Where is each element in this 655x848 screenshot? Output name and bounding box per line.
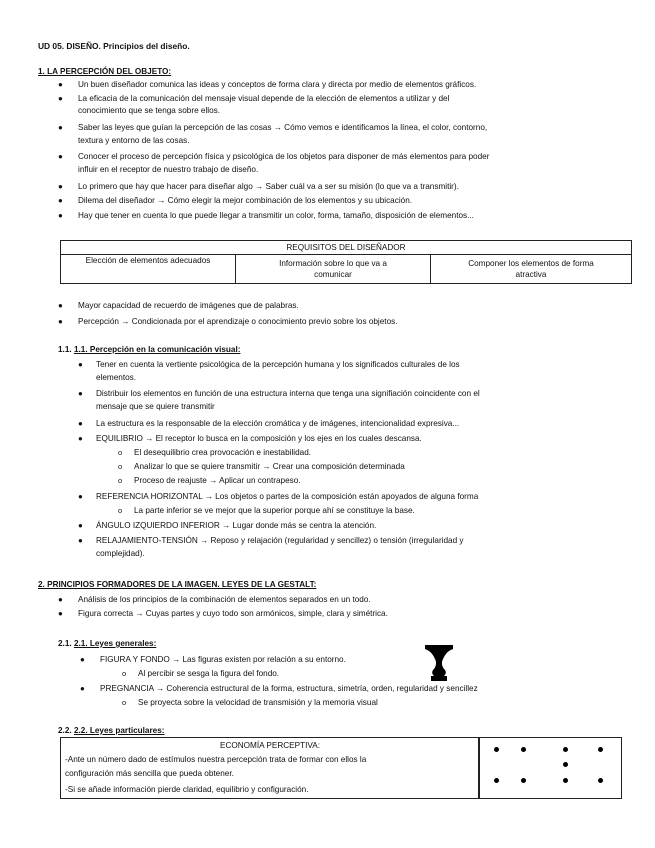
dot — [521, 747, 526, 752]
list-item: mensaje que se quiere transmitir — [96, 402, 215, 411]
list-item: Analizar lo que se quiere transmitir → Crear una composición determinada — [134, 462, 405, 471]
requirements-table — [60, 240, 632, 284]
bullet: ● — [58, 80, 63, 89]
list-item: conocimiento que se tenga sobre ellos. — [78, 106, 221, 115]
bullet: ● — [58, 301, 63, 310]
sub-bullet: o — [122, 669, 127, 678]
list-item: Se proyecta sobre la velocidad de transmisión y la memoria visual — [138, 698, 378, 707]
heading-number: 2.2. — [58, 726, 74, 735]
list-item: Análisis de los principios de la combinación de elementos separados en un todo. — [78, 595, 371, 604]
dot — [563, 762, 568, 767]
table-cell-line: Información sobre lo que va a — [279, 259, 387, 268]
bullet: ● — [78, 360, 83, 369]
list-item: Dilema del diseñador → Cómo elegir la mejor combinación de los elementos y su ubicación. — [78, 196, 413, 205]
bullet: ● — [58, 595, 63, 604]
bullet: ● — [78, 389, 83, 398]
sub-bullet: o — [118, 462, 123, 471]
heading-text: 2.1. Leyes generales: — [73, 639, 157, 648]
bullet: ● — [58, 609, 63, 618]
bullet: ● — [80, 684, 85, 693]
list-item: La estructura es la responsable de la elección cromática y de imágenes, intencionalidad expresiva... — [96, 419, 460, 428]
list-item: La parte inferior se ve mejor que la superior porque ahí se constituye la base. — [134, 506, 415, 515]
bullet: ● — [58, 182, 63, 191]
table-cell-line: atractiva — [515, 270, 547, 279]
list-item: La eficacia de la comunicación del mensaje visual depende de la elección de elementos a utilizar y del — [78, 94, 450, 103]
table-cell-line: comunicar — [314, 270, 352, 279]
list-item: Distribuir los elementos en función de una estructura interna que tenga una signifiación coincidente con el — [96, 389, 480, 398]
list-item: RELAJAMIENTO-TENSIÓN → Reposo y relajación (regularidad y sencillez) o tensión (irregularidad y — [96, 536, 464, 545]
bullet: ● — [78, 434, 83, 443]
list-item: FIGURA Y FONDO → Las figuras existen por relación a su entorno. — [100, 655, 346, 664]
list-item: Percepción → Condicionada por el aprendizaje o conocimiento previo sobre los objetos. — [78, 317, 398, 326]
bullet: ● — [78, 521, 83, 530]
dot — [598, 747, 603, 752]
table-cell — [431, 255, 632, 284]
list-item: PREGNANCIA → Coherencia estructural de la forma, estructura, simetría, orden, regularidad y sencillez — [100, 684, 478, 693]
list-item: REFERENCIA HORIZONTAL → Los objetos o partes de la composición están apoyados de alguna forma — [96, 492, 479, 501]
heading-number: 2.1. — [58, 639, 74, 648]
box-line: -Ante un número dado de estímulos nuestra percepción trata de formar con ellos la — [65, 755, 367, 764]
dot — [494, 747, 499, 752]
sub-bullet: o — [118, 448, 123, 457]
list-item: Proceso de reajuste → Aplicar un contrapeso. — [134, 476, 301, 485]
list-item: El desequilibrio crea provocación e inestabilidad. — [134, 448, 312, 457]
table-cell-line: Componer los elementos de forma — [468, 259, 594, 268]
bullet: ● — [58, 211, 63, 220]
list-item: Al percibir se sesga la figura del fondo. — [138, 669, 280, 678]
box-line: -Si se añade información pierde claridad, equilibrio y configuración. — [65, 785, 309, 794]
heading-number: 1.1. — [58, 345, 74, 354]
sub-bullet: o — [118, 506, 123, 515]
bullet: ● — [78, 492, 83, 501]
bullet: ● — [78, 419, 83, 428]
section-1-heading: 1. LA PERCEPCIÓN DEL OBJETO: — [38, 67, 172, 76]
list-item: ÁNGULO IZQUIERDO INFERIOR → Lugar donde más se centra la atención. — [96, 521, 377, 530]
table-header: REQUISITOS DEL DISEÑADOR — [61, 241, 632, 255]
list-item: Conocer el proceso de percepción física y psicológica de los objetos para disponer de más elementos para poder — [78, 152, 490, 161]
table-cell: Elección de elementos adecuados — [61, 255, 236, 284]
dot — [563, 747, 568, 752]
heading-text: 2.2. Leyes particulares: — [73, 726, 165, 735]
dot — [521, 778, 526, 783]
bullet: ● — [58, 123, 63, 132]
dot — [494, 778, 499, 783]
bullet: ● — [58, 94, 63, 103]
box-title: ECONOMÍA PERCEPTIVA: — [220, 741, 320, 750]
bullet: ● — [58, 196, 63, 205]
bullet: ● — [78, 536, 83, 545]
dot — [598, 778, 603, 783]
dot — [563, 778, 568, 783]
bullet: ● — [58, 317, 63, 326]
list-item: influir en el receptor de nuestro trabajo de diseño. — [78, 165, 259, 174]
heading-text: 1.1. Percepción en la comunicación visual: — [73, 345, 241, 354]
list-item: Un buen diseñador comunica las ideas y conceptos de forma clara y directa por medio de elementos gráficos. — [78, 80, 477, 89]
list-item: Mayor capacidad de recuerdo de imágenes que de palabras. — [78, 301, 299, 310]
list-item: Hay que tener en cuenta lo que puede llegar a transmitir un color, forma, tamaño, disposición de elementos... — [78, 211, 474, 220]
box-line: configuración más sencilla que pueda obtener. — [65, 769, 234, 778]
bullet: ● — [80, 655, 85, 664]
sub-bullet: o — [118, 476, 123, 485]
document-title: UD 05. DISEÑO. Principios del diseño. — [38, 41, 190, 51]
list-item: EQUILIBRIO → El receptor lo busca en la composición y los ejes en los cuales descansa. — [96, 434, 422, 443]
list-item: Tener en cuenta la vertiente psicológica de la percepción humana y los significados culturales de los — [96, 360, 460, 369]
list-item: complejidad). — [96, 549, 145, 558]
section-1-1-heading — [58, 344, 240, 355]
economy-box — [60, 737, 480, 799]
section-2-1-heading — [58, 638, 156, 649]
list-item: elementos. — [96, 373, 137, 382]
table-cell — [236, 255, 431, 284]
list-item: textura y entorno de las cosas. — [78, 136, 190, 145]
list-item: Figura correcta → Cuyas partes y cuyo todo son armónicos, simple, clara y simétrica. — [78, 609, 388, 618]
rubin-vase-image — [425, 645, 453, 681]
sub-bullet: o — [122, 698, 127, 707]
section-2-heading: 2. PRINCIPIOS FORMADORES DE LA IMAGEN. LEYES DE LA GESTALT: — [38, 580, 317, 589]
list-item: Saber las leyes que guían la percepción de las cosas → Cómo vemos e identificamos la línea, el color, contorno, — [78, 123, 488, 132]
section-2-2-heading — [58, 725, 165, 736]
bullet: ● — [58, 152, 63, 161]
list-item: Lo primero que hay que hacer para diseñar algo → Saber cuál va a ser su misión (lo que va a transmitir). — [78, 182, 459, 191]
